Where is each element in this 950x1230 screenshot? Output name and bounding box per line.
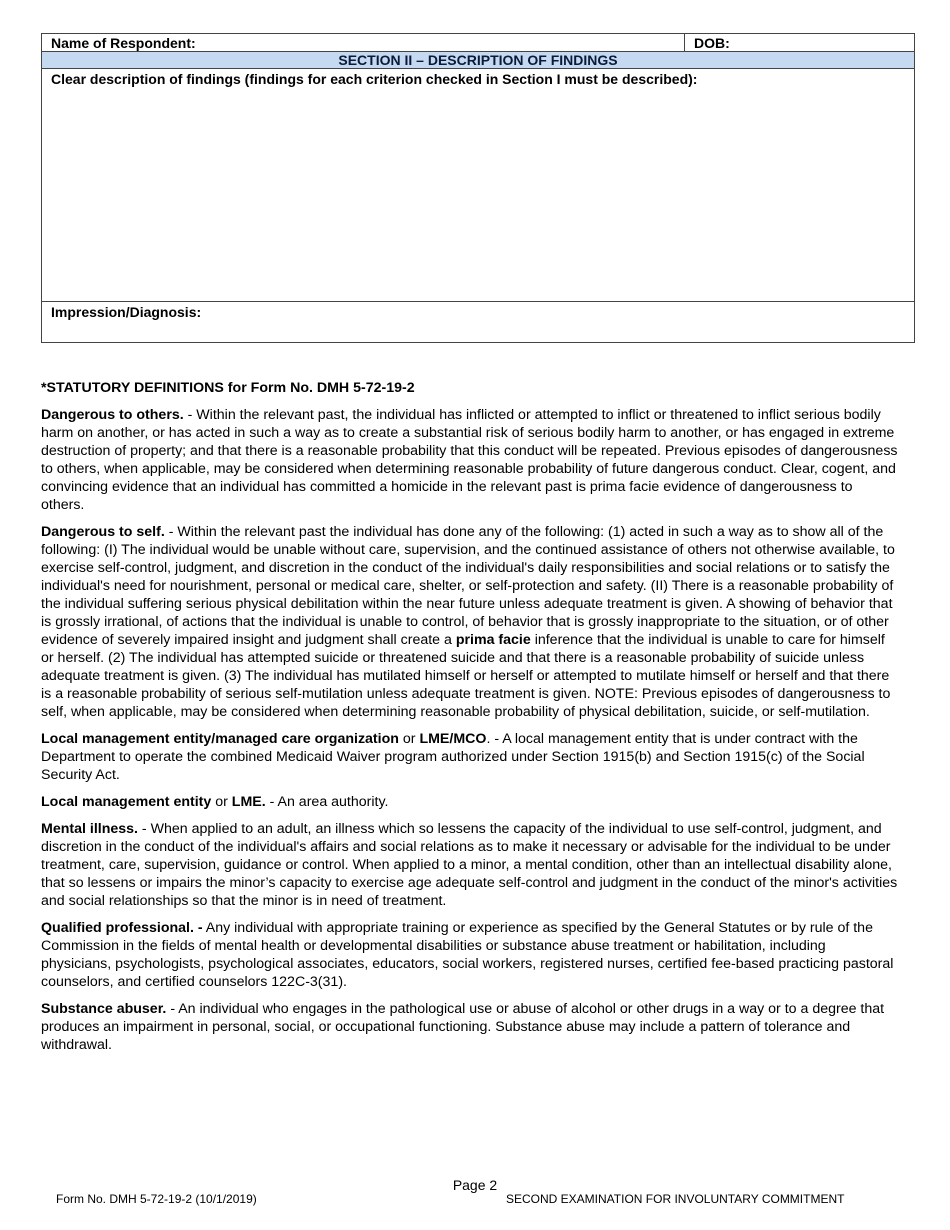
term-dangerous-to-others: Dangerous to others. xyxy=(41,407,184,423)
lme-abbr: LME. xyxy=(231,794,266,810)
text-qualified-professional: Any individual with appropriate training or experience as specified by the General Statutes or by rule of the Commission in the fields of mental health or developmental disabilities or substance abuse treatment or habilitation, including physicians, psychologists, psychological associates, educators, social workers, registered nurses, certified fee-based practicing pastoral counselors, and certified counselors 122C-3(31). xyxy=(41,920,894,990)
text-dangerous-to-self-part1: - Within the relevant past the individual has done any of the following: (1) acted in such a way as to show all of the following: (I) The individual would be unable without care, supervision, and the continued assistance of others not otherwise available, to exercise self-control, judgment, and discretion in the conduct of the individual's daily responsibilities and social relations or to satisfy the individual's need for nourishment, personal or medical care, shelter, or self-protection and safety. (II) There is a reasonable probability of the individual suffering serious physical debilitation within the near future unless adequate treatment is given. A showing of behavior that is grossly irrational, of actions that the individual is unable to control, of behavior that is grossly inappropriate to the situation, or of other evidence of severely impaired insight and judgment shall create a xyxy=(41,524,895,648)
statutory-definitions xyxy=(41,379,899,1063)
respondent-name-label: Name of Respondent: xyxy=(51,35,196,51)
form-title: SECOND EXAMINATION FOR INVOLUNTARY COMMITMENT xyxy=(506,1192,845,1206)
respondent-name-field[interactable] xyxy=(42,34,685,51)
definition-mental-illness xyxy=(41,820,899,910)
text-substance-abuser: - An individual who engages in the pathological use or abuse of alcohol or other drugs in a way or to a degree that produces an impairment in personal, social, or occupational functioning. Substance abuse may include a pattern of tolerance and withdrawal. xyxy=(41,1001,885,1053)
term-dangerous-to-self: Dangerous to self. xyxy=(41,524,165,540)
section-header xyxy=(42,52,914,69)
term-lme-mco: Local management entity/managed care organization xyxy=(41,731,399,747)
definition-dangerous-to-self xyxy=(41,523,899,721)
definitions-heading: *STATUTORY DEFINITIONS for Form No. DMH 5-72-19-2 xyxy=(41,380,415,396)
findings-form xyxy=(41,33,915,343)
prima-facie-emphasis: prima facie xyxy=(455,632,531,648)
term-substance-abuser: Substance abuser. xyxy=(41,1001,167,1017)
definition-lme xyxy=(41,793,899,811)
definition-dangerous-to-others xyxy=(41,406,899,514)
text-lme-mco: . - A local management entity that is under contract with the Department to operate the combined Medicaid Waiver program authorized under Section 1915(b) and Section 1915(c) of the Social Security Act. xyxy=(41,731,865,783)
dob-field[interactable] xyxy=(685,34,914,51)
respondent-row xyxy=(42,34,914,52)
definition-substance-abuser xyxy=(41,1000,899,1054)
lme-mco-abbr: LME/MCO xyxy=(419,731,487,747)
findings-field[interactable] xyxy=(42,69,914,302)
lme-mco-or: or xyxy=(398,731,420,747)
findings-label: Clear description of findings (findings for each criterion checked in Section I must be described): xyxy=(51,71,698,87)
text-lme: - An area authority. xyxy=(265,794,389,810)
text-dangerous-to-self-part2: inference that the individual is unable to care for himself or herself. (2) The individual has attempted suicide or threatened suicide and that there is a reasonable probability of suicide unless adequate treatment is given. (3) The individual has mutilated himself or herself or attempted to mutilate himself or herself and that there is a reasonable probability of serious self-mutilation unless adequate treatment is given. NOTE: Previous episodes of dangerousness to self, when applicable, may be considered when determining reasonable probability of physical debilitation, suicide, or self-mutilation. xyxy=(41,632,891,720)
lme-or: or xyxy=(211,794,232,810)
text-mental-illness: - When applied to an adult, an illness which so lessens the capacity of the individual to use self-control, judgment, and discretion in the conduct of the individual's affairs and social relations as to make it necessary or advisable for the individual to be under treatment, care, supervision, guidance or control. When applied to a minor, a mental condition, other than an intellectual disability alone, that so lessens or impairs the minor’s capacity to exercise age adequate self-control and judgment in the conduct of the minor's activities and social relationships so that the minor is in need of treatment. xyxy=(41,821,898,909)
form-number: Form No. DMH 5-72-19-2 (10/1/2019) xyxy=(56,1192,257,1206)
term-lme: Local management entity xyxy=(41,794,212,810)
section-title: SECTION II – DESCRIPTION OF FINDINGS xyxy=(338,52,618,68)
definition-qualified-professional xyxy=(41,919,899,991)
page-number: Page 2 xyxy=(452,1177,498,1193)
text-dangerous-to-others: - Within the relevant past, the individual has inflicted or attempted to inflict or threatened to inflict serious bodily harm on another, or has acted in such a way as to create a substantial risk of serious bodily harm to another, or has engaged in extreme destruction of property; and that there is a reasonable probability that this conduct will be repeated. Previous episodes of dangerousness to others, when applicable, may be considered when determining reasonable probability of future dangerous conduct. Clear, cogent, and convincing evidence that an individual has committed a homicide in the relevant past is prima facie evidence of dangerousness to others. xyxy=(41,407,898,513)
impression-label: Impression/Diagnosis: xyxy=(51,304,202,320)
term-mental-illness: Mental illness. xyxy=(41,821,138,837)
term-qualified-professional: Qualified professional. - xyxy=(41,920,203,936)
dob-label: DOB: xyxy=(694,35,730,51)
definition-lme-mco xyxy=(41,730,899,784)
impression-field[interactable] xyxy=(42,302,914,342)
